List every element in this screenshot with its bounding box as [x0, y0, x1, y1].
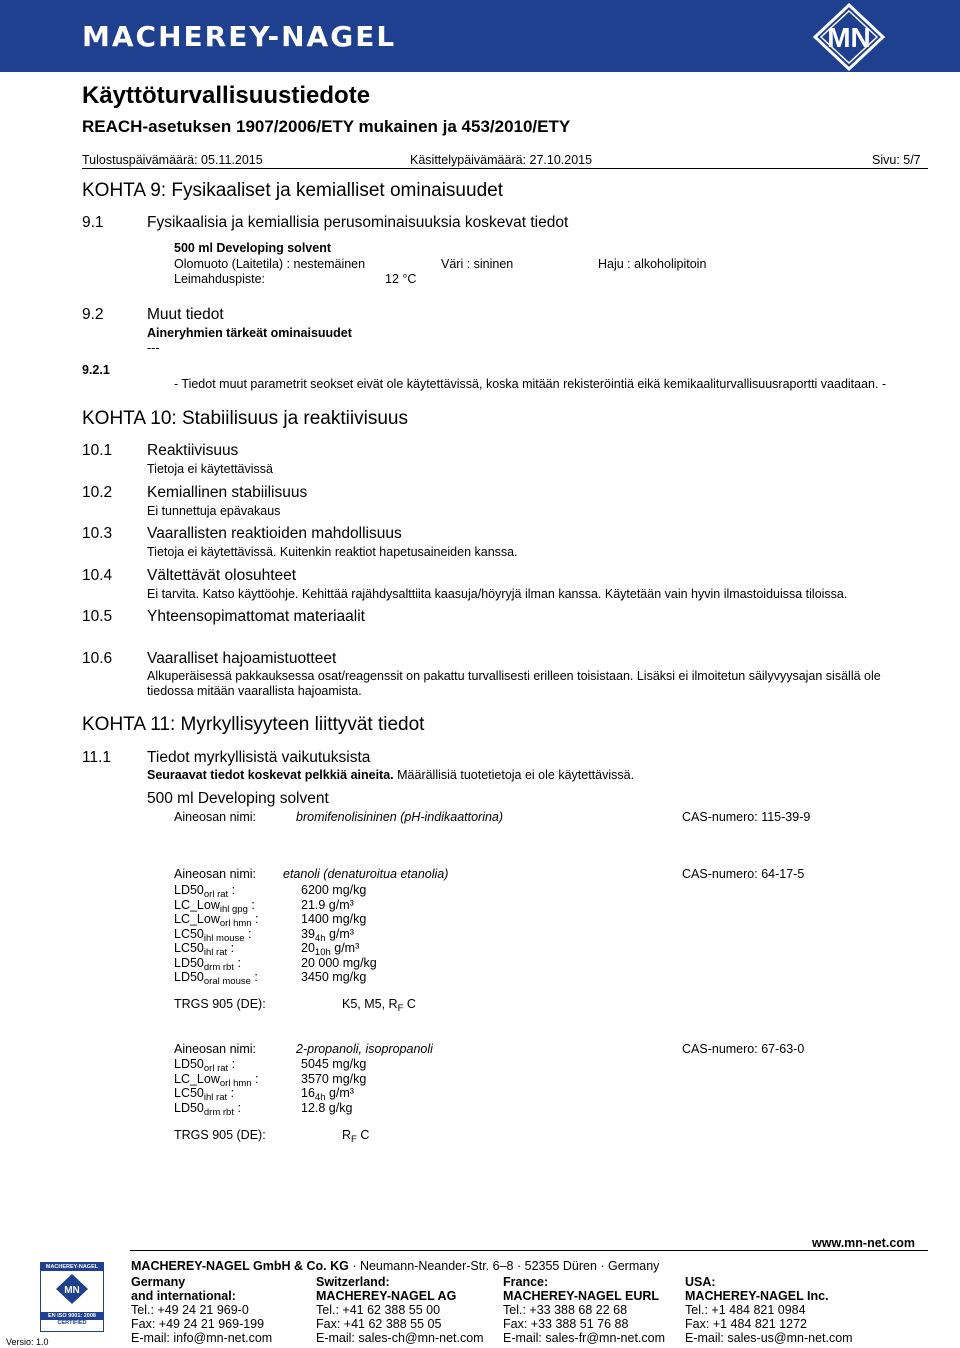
- section-10-2-title: Kemiallinen stabiilisuus: [147, 484, 308, 501]
- section-11-1-number: 11.1: [82, 749, 112, 766]
- section-10-3-number: 10.3: [82, 525, 113, 542]
- note-rest: Määrällisiä tuotetietoja ei ole käytettävissä.: [393, 768, 635, 782]
- footer-contact-mail[interactable]: E-mail: sales-ch@mn-net.com: [316, 1331, 484, 1345]
- footer-contact-h1: France:: [503, 1275, 549, 1289]
- section-10-1-number: 10.1: [82, 442, 113, 459]
- section-10-6-number: 10.6: [82, 650, 113, 667]
- section-10-5-number: 10.5: [82, 608, 113, 625]
- product-name: 500 ml Developing solvent: [174, 241, 331, 255]
- footer-address: · Neumann-Neander-Str. 6–8 · 52355 Düren · Germany: [348, 1259, 660, 1273]
- footer-contact-h1: Switzerland:: [316, 1275, 390, 1289]
- substance-2-trgs-value: K5, M5, $R_F$ C: [342, 997, 416, 1014]
- substance-1-cas: CAS-numero: 115-39-9: [682, 810, 811, 824]
- footer-website[interactable]: www.mn-net.com: [812, 1236, 916, 1250]
- section-9-2-subtitle: Aineryhmien tärkeät ominaisuudet: [147, 326, 352, 340]
- section-11-heading: KOHTA 11: Myrkyllisyyteen liittyvät tiedot: [82, 714, 425, 735]
- substance-2-tox-row-value: 6200 mg/kg: [301, 883, 367, 897]
- footer-contact-tel: Tel.: +41 62 388 55 00: [316, 1303, 441, 1317]
- substance-3-label: Aineosan nimi:: [174, 1042, 256, 1056]
- substance-2-tox-row-value: 20 000 mg/kg: [301, 955, 377, 970]
- substance-2-tox-row-value: $39_{4h}$ g/m³: [301, 926, 354, 944]
- section-10-4-text: Ei tarvita. Katso käyttöohje. Kehittää rajähdysalttiita kaasuja/höyryjä ilman kanssa. Käytetään vain hyvin ilmastoiduissa tiloissa.: [147, 587, 848, 601]
- svg-text:MN: MN: [64, 1285, 80, 1296]
- substance-2-tox-row-endpoint: LC_Low$_{orl hmn}$ :: [174, 912, 259, 929]
- section-10-6-text: Alkuperäisessä pakkauksessa osat/reagenssit on pakattu turvallisesti erilleen toisistaan. Lisäksi ei ilmoitetun säilyvyysajan sisällä ole: [147, 669, 881, 683]
- footer-contact-h1: Germany: [131, 1275, 186, 1289]
- substance-2-tox-row-value: 1400 mg/kg: [301, 912, 367, 926]
- footer-contact-mail[interactable]: E-mail: sales-us@mn-net.com: [685, 1331, 853, 1345]
- brand-name: MACHEREY-NAGEL: [82, 20, 397, 53]
- section-10-3-title: Vaarallisten reaktioiden mahdollisuus: [147, 525, 402, 542]
- section-9-2-1-text: - Tiedot muut parametrit seokset eivät ole käytettävissä, koska mitään rekisteröintiä eikä kemikaaliturvallisuusraportti vaaditaan. -: [174, 377, 887, 391]
- substance-2-label: Aineosan nimi:: [174, 867, 256, 881]
- iso-certification-badge: [40, 1262, 104, 1332]
- logo-text: MN: [827, 22, 871, 53]
- flash-point-label: Leimahduspiste:: [174, 272, 266, 286]
- substance-3-trgs-label: TRGS 905 (DE):: [174, 1128, 266, 1142]
- substance-3-tox-row-value: 3570 mg/kg: [301, 1071, 367, 1086]
- substance-3-tox-row-value: 12.8 g/kg: [301, 1100, 353, 1115]
- substance-2-tox-row-endpoint: $LC50_{ihl mouse}$ :: [174, 926, 252, 944]
- substance-1-label: Aineosan nimi:: [174, 810, 256, 824]
- note-bold: Seuraavat tiedot koskevat pelkkiä aineita.: [147, 768, 394, 782]
- substance-2-tox-row-endpoint: $LD50_{oral mouse}$ :: [174, 970, 258, 987]
- footer-contact-fax: Fax: +1 484 821 1272: [685, 1317, 807, 1331]
- substance-3-trgs-value: $R_F$ C: [342, 1128, 370, 1145]
- cert-certified: CERTIFIED: [57, 1320, 87, 1326]
- section-9-2-1-number: 9.2.1: [82, 363, 110, 377]
- section-10-1-text: Tietoja ei käytettävissä: [147, 462, 273, 476]
- section-10-4-title: Vältettävät olosuhteet: [147, 567, 297, 584]
- substance-3-tox-row-value: $16_{4h}$ g/m³: [301, 1086, 354, 1103]
- footer-contact-fax: Fax: +49 24 21 969-199: [131, 1317, 265, 1331]
- substance-3-tox-row-endpoint: $LD50_{drm rbt}$ :: [174, 1100, 241, 1118]
- section-10-6-title: Vaaralliset hajoamistuotteet: [147, 650, 337, 667]
- substance-3-tox-row-value: 5045 mg/kg: [301, 1057, 367, 1071]
- section-10-1-title: Reaktiivisuus: [147, 442, 239, 459]
- footer-contact-fax: Fax: +41 62 388 55 05: [316, 1317, 442, 1331]
- substance-2-tox-row-endpoint: $LD50_{orl rat}$ :: [174, 883, 236, 900]
- footer-contact-fax: Fax: +33 388 51 76 88: [503, 1317, 629, 1331]
- substance-3-tox-row-endpoint: $LC50_{ihl rat}$ :: [174, 1086, 235, 1103]
- substance-3-cas: CAS-numero: 67-63-0: [682, 1042, 805, 1056]
- color-value: Väri : sininen: [441, 257, 514, 271]
- section-9-1-title: Fysikaalisia ja kemiallisia perusominaisuuksia koskevat tiedot: [147, 214, 569, 231]
- section-9-heading: KOHTA 9: Fysikaaliset ja kemialliset ominaisuudet: [82, 180, 503, 201]
- section-9-2-title: Muut tiedot: [147, 306, 224, 323]
- section-10-3-text: Tietoja ei käytettävissä. Kuitenkin reaktiot hapetusaineiden kanssa.: [147, 545, 518, 559]
- substance-2-tox-row-endpoint: $LC50_{ihl rat}$ :: [174, 941, 235, 958]
- section-9-2-number: 9.2: [82, 306, 104, 323]
- substance-3-name: 2-propanoli, isopropanoli: [296, 1042, 433, 1056]
- cert-standard: EN ISO 9001: 2008: [41, 1312, 103, 1320]
- section-9-2-dash: ---: [147, 341, 160, 355]
- version: Versio: 1.0: [6, 1337, 49, 1347]
- footer-contact-tel: Tel.: +33 388 68 22 68: [503, 1303, 628, 1317]
- print-date: Tulostuspäivämäärä: 05.11.2015: [82, 153, 263, 167]
- odor-value: Haju : alkoholipitoin: [598, 257, 707, 271]
- mn-logo-icon: [776, 2, 922, 72]
- substance-2-tox-row-endpoint: LC_Low$_{ihl gpg}$ :: [174, 897, 255, 915]
- cert-logo-icon: [41, 1271, 103, 1307]
- footer-contact-h2: and international:: [131, 1289, 236, 1303]
- section-9-1-number: 9.1: [82, 214, 104, 231]
- footer-contact-h2: MACHEREY-NAGEL EURL: [503, 1289, 660, 1303]
- footer-company-line: [131, 1259, 659, 1273]
- section-10-2-text: Ei tunnettuja epävakaus: [147, 504, 281, 518]
- substance-2-name: etanoli (denaturoitua etanolia): [283, 867, 449, 881]
- substance-1-name: bromifenolisininen (pH-indikaattorina): [296, 810, 504, 824]
- footer-contact-tel: Tel.: +1 484 821 0984: [685, 1303, 806, 1317]
- substance-2-tox-row-value: 3450 mg/kg: [301, 970, 367, 984]
- section-10-heading: KOHTA 10: Stabiilisuus ja reaktiivisuus: [82, 408, 408, 429]
- page-number: Sivu: 5/7: [872, 153, 921, 167]
- footer-contact-h2: MACHEREY-NAGEL Inc.: [685, 1289, 829, 1303]
- substance-2-tox-row-endpoint: $LD50_{drm rbt}$ :: [174, 955, 241, 973]
- section-10-5-title: Yhteensopimattomat materiaalit: [147, 608, 365, 625]
- substance-2-tox-row-value: $20_{10h}$ g/m³: [301, 941, 360, 958]
- page-subtitle: REACH-asetuksen 1907/2006/ETY mukainen ja 453/2010/ETY: [82, 117, 571, 136]
- substance-2-tox-row-value: 21.9 g/m³: [301, 897, 354, 912]
- page-title: Käyttöturvallisuustiedote: [82, 82, 371, 109]
- header-rule: [82, 168, 928, 169]
- footer-contact-h1: USA:: [685, 1275, 716, 1289]
- substance-2-cas: CAS-numero: 64-17-5: [682, 867, 805, 881]
- substance-2-trgs-label: TRGS 905 (DE):: [174, 997, 266, 1011]
- footer-contact-mail[interactable]: E-mail: info@mn-net.com: [131, 1331, 273, 1345]
- section-11-product: 500 ml Developing solvent: [147, 790, 329, 807]
- footer-contact-tel: Tel.: +49 24 21 969-0: [131, 1303, 249, 1317]
- section-10-6-text-2: tiedossa mitään vaarallista hajoamista.: [147, 684, 362, 698]
- footer-contact-h2: MACHEREY-NAGEL AG: [316, 1289, 457, 1303]
- section-11-note: [147, 768, 634, 782]
- cert-brand: MACHEREY-NAGEL: [41, 1263, 103, 1271]
- processing-date: Käsittelypäivämäärä: 27.10.2015: [410, 153, 593, 167]
- physical-state: Olomuoto (Laitetila) : nestemäinen: [174, 257, 366, 271]
- section-11-1-title: Tiedot myrkyllisistä vaikutuksista: [147, 749, 371, 766]
- footer-company: MACHEREY-NAGEL GmbH & Co. KG: [131, 1259, 349, 1273]
- footer-rule: [130, 1250, 928, 1251]
- substance-3-tox-row-endpoint: LC_Low$_{orl hmn}$ :: [174, 1071, 259, 1089]
- footer-contact-mail[interactable]: E-mail: sales-fr@mn-net.com: [503, 1331, 666, 1345]
- section-10-4-number: 10.4: [82, 567, 113, 584]
- flash-point-value: 12 °C: [385, 272, 417, 286]
- section-10-2-number: 10.2: [82, 484, 113, 501]
- substance-3-tox-row-endpoint: $LD50_{orl rat}$ :: [174, 1057, 236, 1074]
